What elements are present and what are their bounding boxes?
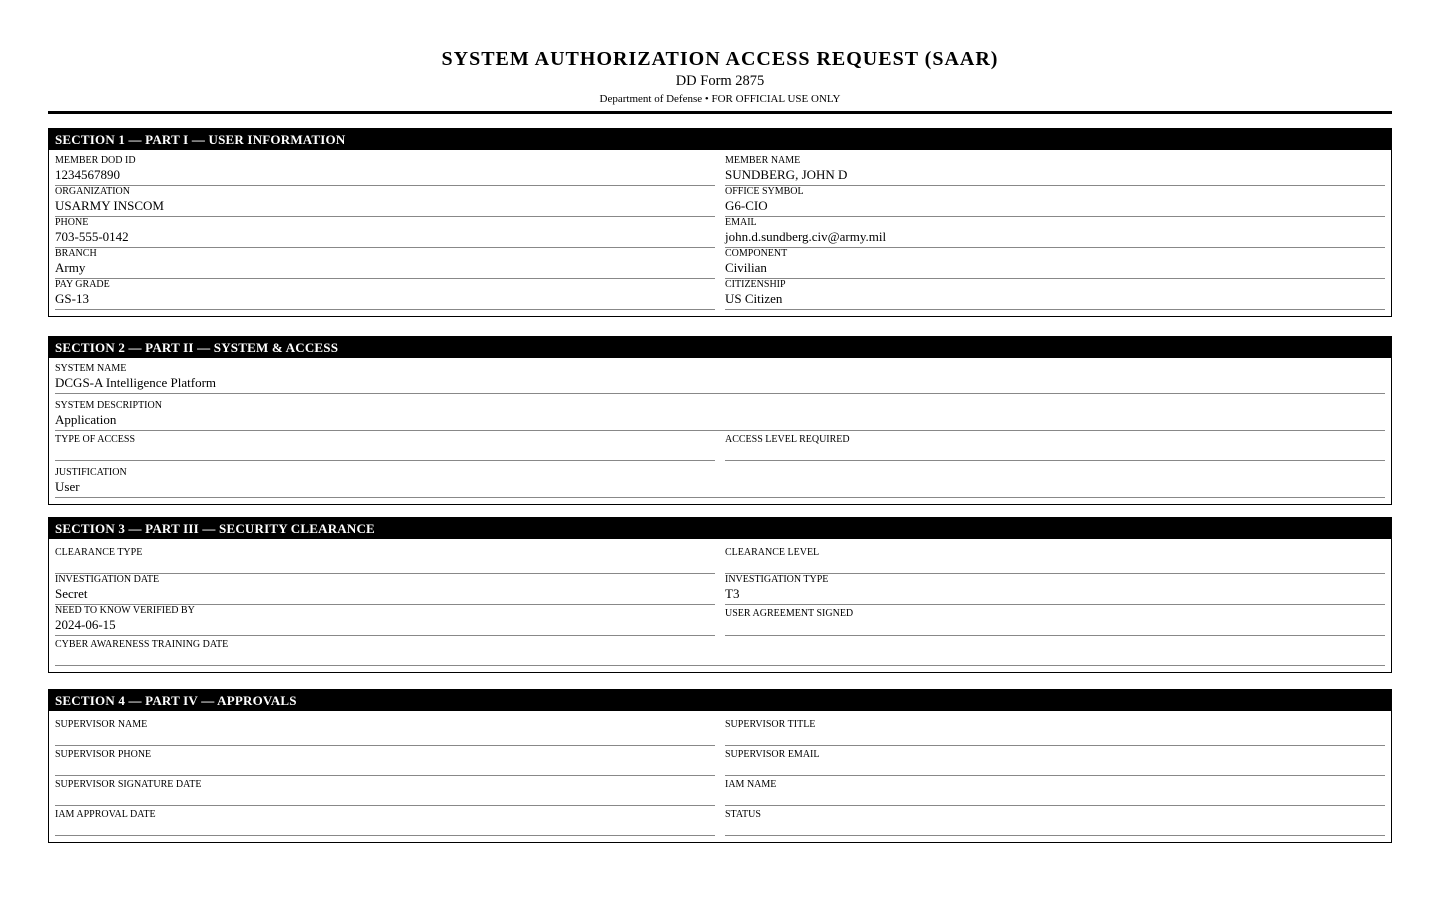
field-label: INVESTIGATION DATE bbox=[55, 574, 160, 585]
field-value: GS-13 bbox=[55, 291, 89, 306]
field-label: JUSTIFICATION bbox=[55, 467, 127, 478]
field-label: BRANCH bbox=[55, 248, 97, 259]
field-value: Secret bbox=[55, 586, 88, 601]
field-label: ORGANIZATION bbox=[55, 186, 130, 197]
component-field[interactable] bbox=[725, 248, 1385, 279]
field-label: NEED TO KNOW VERIFIED BY bbox=[55, 605, 195, 616]
field-label: STATUS bbox=[725, 809, 761, 820]
iam-approval-date-field[interactable] bbox=[55, 806, 715, 836]
supervisor-email-field[interactable] bbox=[725, 746, 1385, 776]
field-value: Civilian bbox=[725, 260, 767, 275]
field-value: DCGS-A Intelligence Platform bbox=[55, 375, 217, 390]
system-description-field[interactable] bbox=[55, 400, 1385, 431]
organization-field[interactable] bbox=[55, 186, 715, 217]
section-heading: SECTION 2 — PART II — SYSTEM & ACCESS bbox=[49, 337, 1391, 358]
field-value: 1234567890 bbox=[55, 167, 120, 182]
section-system-access bbox=[48, 336, 1392, 505]
justification-field[interactable] bbox=[55, 467, 1385, 498]
field-label: OFFICE SYMBOL bbox=[725, 186, 804, 197]
field-value: Application bbox=[55, 412, 117, 427]
field-label: USER AGREEMENT SIGNED bbox=[725, 608, 854, 619]
field-label: EMAIL bbox=[725, 217, 757, 228]
form-department: Department of Defense • FOR OFFICIAL USE ONLY bbox=[599, 93, 841, 105]
field-label: SUPERVISOR PHONE bbox=[55, 749, 152, 760]
field-value: T3 bbox=[725, 586, 740, 601]
field-label: INVESTIGATION TYPE bbox=[725, 574, 829, 585]
iam-name-field[interactable] bbox=[725, 776, 1385, 806]
branch-field[interactable] bbox=[55, 248, 715, 279]
access-level-field[interactable] bbox=[725, 431, 1385, 461]
section-heading: SECTION 1 — PART I — USER INFORMATION bbox=[49, 129, 1391, 150]
field-label: CYBER AWARENESS TRAINING DATE bbox=[55, 639, 229, 650]
office-symbol-field[interactable] bbox=[725, 186, 1385, 217]
cyber-training-field[interactable] bbox=[55, 636, 1385, 666]
header-divider bbox=[48, 111, 1392, 114]
field-label: ACCESS LEVEL REQUIRED bbox=[725, 434, 850, 445]
field-value: 703-555-0142 bbox=[55, 229, 129, 244]
investigation-date-field[interactable] bbox=[55, 574, 715, 605]
user-agreement-field[interactable] bbox=[725, 605, 1385, 636]
email-field[interactable] bbox=[725, 217, 1385, 248]
field-label: MEMBER NAME bbox=[725, 155, 801, 166]
field-label: IAM APPROVAL DATE bbox=[55, 809, 156, 820]
field-label: SUPERVISOR TITLE bbox=[725, 719, 816, 730]
field-value: G6-CIO bbox=[725, 198, 768, 213]
section-approvals bbox=[48, 689, 1392, 843]
field-label: TYPE OF ACCESS bbox=[55, 434, 136, 445]
field-value: Army bbox=[55, 260, 86, 275]
field-label: SUPERVISOR EMAIL bbox=[725, 749, 820, 760]
field-value: USARMY INSCOM bbox=[55, 198, 164, 213]
field-label: SUPERVISOR SIGNATURE DATE bbox=[55, 779, 202, 790]
field-value: User bbox=[55, 479, 80, 494]
supervisor-signature-date-field[interactable] bbox=[55, 776, 715, 806]
field-label: CLEARANCE LEVEL bbox=[725, 547, 820, 558]
field-label: COMPONENT bbox=[725, 248, 788, 259]
field-label: SYSTEM NAME bbox=[55, 363, 127, 374]
clearance-type-field[interactable] bbox=[55, 544, 715, 574]
field-label: PAY GRADE bbox=[55, 279, 110, 290]
section-security-clearance bbox=[48, 517, 1392, 673]
phone-field[interactable] bbox=[55, 217, 715, 248]
field-label: MEMBER DOD ID bbox=[55, 155, 136, 166]
field-label: PHONE bbox=[55, 217, 89, 228]
clearance-level-field[interactable] bbox=[725, 544, 1385, 574]
field-label: SYSTEM DESCRIPTION bbox=[55, 400, 162, 411]
field-value: john.d.sundberg.civ@army.mil bbox=[725, 229, 887, 244]
type-of-access-field[interactable] bbox=[55, 431, 715, 461]
field-value: SUNDBERG, JOHN D bbox=[725, 167, 848, 182]
field-value: US Citizen bbox=[725, 291, 783, 306]
status-field[interactable] bbox=[725, 806, 1385, 836]
field-label: SUPERVISOR NAME bbox=[55, 719, 148, 730]
section-heading: SECTION 3 — PART III — SECURITY CLEARANCE bbox=[49, 518, 1391, 539]
citizenship-field[interactable] bbox=[725, 279, 1385, 310]
need-to-know-field[interactable] bbox=[55, 605, 715, 636]
supervisor-phone-field[interactable] bbox=[55, 746, 715, 776]
pay-grade-field[interactable] bbox=[55, 279, 715, 310]
form-header bbox=[48, 46, 1392, 106]
supervisor-title-field[interactable] bbox=[725, 716, 1385, 746]
form-title: SYSTEM AUTHORIZATION ACCESS REQUEST (SAAR) bbox=[441, 48, 999, 70]
system-name-field[interactable] bbox=[55, 363, 1385, 394]
field-label: CLEARANCE TYPE bbox=[55, 547, 143, 558]
section-heading: SECTION 4 — PART IV — APPROVALS bbox=[49, 690, 1391, 711]
supervisor-name-field[interactable] bbox=[55, 716, 715, 746]
member-name-field[interactable] bbox=[725, 155, 1385, 186]
investigation-type-field[interactable] bbox=[725, 574, 1385, 605]
member-dod-id-field[interactable] bbox=[55, 155, 715, 186]
section-user-information bbox=[48, 128, 1392, 317]
field-label: IAM NAME bbox=[725, 779, 777, 790]
form-number: DD Form 2875 bbox=[675, 73, 765, 89]
field-value: 2024-06-15 bbox=[55, 617, 116, 632]
field-label: CITIZENSHIP bbox=[725, 279, 786, 290]
